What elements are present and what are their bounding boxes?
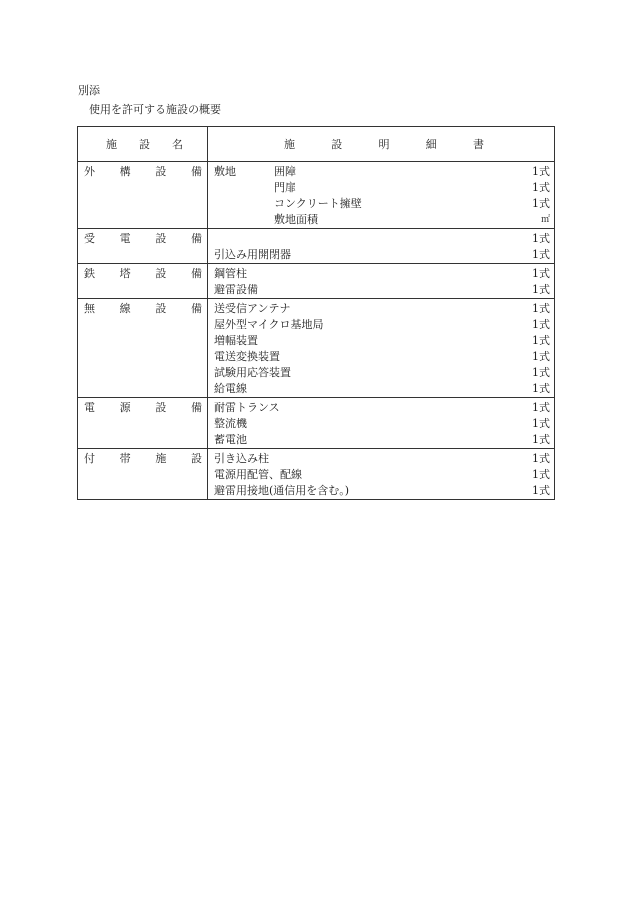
item-quantity: 1式 <box>532 382 550 395</box>
spaced-char: 構 <box>119 165 131 178</box>
item-label: 試験用応答装置 <box>214 366 291 379</box>
spaced-char: 帯 <box>119 452 131 465</box>
spaced-char: 無 <box>84 302 95 315</box>
category-name-cell <box>78 264 208 299</box>
spaced-char: 外 <box>84 165 95 178</box>
item-quantity: 1式 <box>532 484 550 497</box>
item-quantity: 1式 <box>532 197 550 210</box>
item-quantity: ㎡ <box>540 215 550 225</box>
item-quantity: 1式 <box>532 181 550 194</box>
category-name <box>78 449 207 467</box>
table-row <box>78 229 555 264</box>
list-item <box>208 483 554 499</box>
list-item <box>208 247 554 263</box>
list-item <box>208 231 554 247</box>
item-label: 送受信アンテナ <box>214 302 291 315</box>
item-label: 引き込み柱 <box>214 452 269 465</box>
spaced-char: 鉄 <box>84 267 95 280</box>
category-name-cell <box>78 229 208 264</box>
item-quantity: 1式 <box>532 318 550 331</box>
spaced-char: 備 <box>190 232 202 245</box>
category-details-cell <box>208 229 555 264</box>
table-row <box>78 299 555 398</box>
category-name <box>78 264 207 282</box>
category-name-cell <box>78 398 208 449</box>
item-quantity: 1式 <box>532 267 550 280</box>
spaced-char: 設 <box>139 138 150 151</box>
spaced-char: 備 <box>190 267 202 280</box>
spaced-char: 設 <box>190 452 202 465</box>
spaced-char: 施 <box>155 452 167 465</box>
list-item <box>208 349 554 365</box>
list-item <box>208 212 554 228</box>
item-quantity: 1式 <box>532 232 550 245</box>
spaced-char: 設 <box>155 267 167 280</box>
list-item <box>208 365 554 381</box>
spaced-char: 電 <box>84 401 95 414</box>
item-label: 蓄電池 <box>214 433 247 446</box>
spaced-char: 設 <box>155 165 167 178</box>
item-label: 門扉 <box>274 181 296 194</box>
spaced-char: 明 <box>378 138 390 151</box>
spaced-char: 備 <box>190 165 202 178</box>
item-label: 囲障 <box>274 165 296 178</box>
item-quantity: 1式 <box>532 165 550 178</box>
list-item <box>208 432 554 448</box>
category-name-cell <box>78 299 208 398</box>
item-label: 敷地面積 <box>274 213 318 226</box>
table-row <box>78 264 555 299</box>
item-quantity: 1式 <box>532 468 550 481</box>
table-row <box>78 449 555 500</box>
list-item <box>208 282 554 298</box>
spaced-char: 源 <box>119 401 131 414</box>
table-row <box>78 162 555 229</box>
item-quantity: 1式 <box>532 302 550 315</box>
spaced-char: 名 <box>172 138 183 151</box>
item-quantity: 1式 <box>532 433 550 446</box>
spaced-char: 塔 <box>119 267 131 280</box>
item-label: 屋外型マイクロ基地局 <box>214 318 324 331</box>
item-label: 避雷用接地(通信用を含む。) <box>214 484 350 497</box>
table-body <box>78 162 555 500</box>
category-name <box>78 299 207 317</box>
list-item <box>208 164 554 180</box>
spaced-char: 設 <box>155 302 167 315</box>
list-item <box>208 400 554 416</box>
document-title: 使用を許可する施設の概要 <box>89 103 221 116</box>
list-item <box>208 451 554 467</box>
category-details-cell <box>208 299 555 398</box>
list-item <box>208 301 554 317</box>
spaced-char: 備 <box>190 302 202 315</box>
item-label: 鋼管柱 <box>214 267 247 280</box>
item-subcategory: 敷地 <box>214 165 236 178</box>
list-item <box>208 416 554 432</box>
header-facility-name-text <box>78 136 207 152</box>
item-label: 給電線 <box>214 382 247 395</box>
category-name-cell <box>78 162 208 229</box>
category-details-cell <box>208 162 555 229</box>
item-label: 避雷設備 <box>214 283 258 296</box>
item-label: 電送変換装置 <box>214 350 280 363</box>
item-label: コンクリート擁壁 <box>274 197 362 210</box>
spaced-char: 線 <box>119 302 131 315</box>
facility-table <box>77 126 555 500</box>
category-name-cell <box>78 449 208 500</box>
list-item <box>208 467 554 483</box>
spaced-char: 設 <box>155 401 167 414</box>
spaced-char: 施 <box>106 138 117 151</box>
item-quantity: 1式 <box>532 452 550 465</box>
spaced-char: 書 <box>473 138 484 151</box>
category-name <box>78 398 207 416</box>
item-quantity: 1式 <box>532 350 550 363</box>
item-label: 電源用配管、配線 <box>214 468 302 481</box>
header-facility-name <box>78 127 208 162</box>
list-item <box>208 266 554 282</box>
spaced-char: 受 <box>84 232 95 245</box>
item-quantity: 1式 <box>532 248 550 261</box>
spaced-char: 電 <box>119 232 131 245</box>
list-item <box>208 196 554 212</box>
header-facility-details <box>208 127 555 162</box>
list-item <box>208 317 554 333</box>
header-facility-details-text <box>208 136 554 152</box>
item-label: 引込み用開閉器 <box>214 248 291 261</box>
table-row <box>78 398 555 449</box>
category-details-cell <box>208 449 555 500</box>
spaced-char: 施 <box>284 138 295 151</box>
item-label: 増幅装置 <box>214 334 258 347</box>
spaced-char: 細 <box>425 138 437 151</box>
category-details-cell <box>208 398 555 449</box>
appendix-label: 別添 <box>78 84 100 97</box>
item-label: 耐雷トランス <box>214 401 280 414</box>
list-item <box>208 381 554 397</box>
item-quantity: 1式 <box>532 366 550 379</box>
list-item <box>208 180 554 196</box>
item-quantity: 1式 <box>532 283 550 296</box>
list-item <box>208 333 554 349</box>
spaced-char: 備 <box>190 401 202 414</box>
category-name <box>78 162 207 180</box>
spaced-char: 設 <box>155 232 167 245</box>
table-header <box>78 127 555 162</box>
header-row <box>78 127 555 162</box>
item-quantity: 1式 <box>532 334 550 347</box>
category-details-cell <box>208 264 555 299</box>
item-label: 整流機 <box>214 417 247 430</box>
category-name <box>78 229 207 247</box>
spaced-char: 設 <box>331 138 343 151</box>
item-quantity: 1式 <box>532 417 550 430</box>
item-quantity: 1式 <box>532 401 550 414</box>
spaced-char: 付 <box>84 452 95 465</box>
